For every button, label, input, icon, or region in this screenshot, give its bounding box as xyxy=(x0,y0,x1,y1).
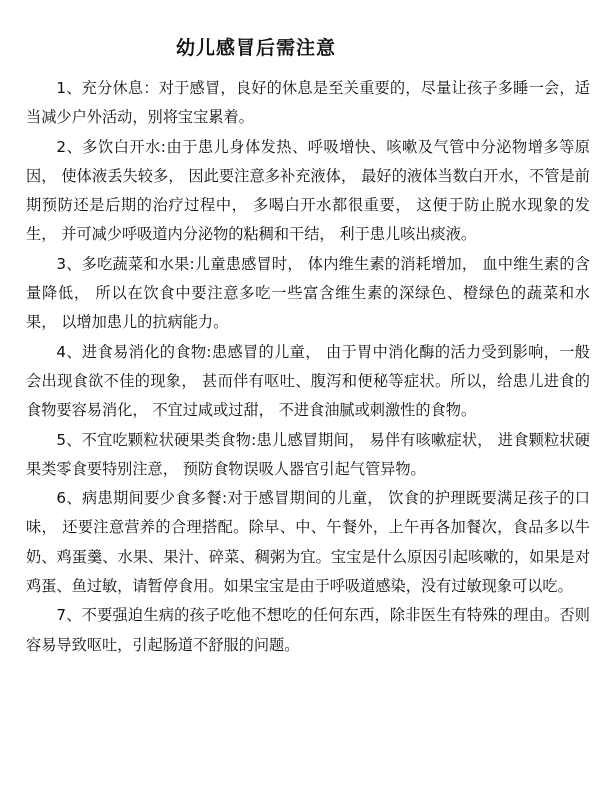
document-title: 幼儿感冒后需注意 xyxy=(176,37,337,59)
paragraph-no-hard-nuts: 5、不宜吃颗粒状硬果类食物:患儿感冒期间， 易伴有咳嗽症状， 进食颗粒状硬果类零食要特别注意， 预防食物误吸人器官引起气管异物。 xyxy=(26,430,590,478)
paragraph-small-meals: 6、病患期间要少食多餐:对于感冒期间的儿童， 饮食的护理既要满足孩子的口味， 还要注意营养的合理搭配。除早、中、午餐外，上午再各加餐次，食品多以牛奶、鸡蛋羹、水果、果汁、碎菜、稠粥为宜。宝宝是什么原因引起咳嗽的，如果是对鸡蛋、鱼过敏，请暂停食用。如果宝宝是由于呼吸道感染，没有过敏现象可以吃。 xyxy=(26,489,590,596)
paragraph-vegetables: 3、多吃蔬菜和水果:儿童患感冒时， 体内维生素的消耗增加， 血中维生素的含量降低， 所以在饮食中要注意多吃一些富含维生素的深绿色、橙绿色的蔬菜和水果， 以增加患儿的抗病能力。 xyxy=(26,254,590,332)
paragraph-digestible-food: 4、进食易消化的食物:患感冒的儿童， 由于胃中消化酶的活力受到影响，一般会出现食欲不佳的现象， 甚而伴有呕吐、腹泻和便秘等症状。所以，给患儿进食的食物要容易消化， 不宜过咸或过甜， 不进食油腻或刺激性的食物。 xyxy=(26,342,590,420)
paragraph-no-forcing: 7、不要强迫生病的孩子吃他不想吃的任何东西，除非医生有特殊的理由。否则容易导致呕吐，引起肠道不舒服的问题。 xyxy=(26,606,590,654)
paragraph-rest: 1、充分休息：对于感冒，良好的休息是至关重要的，尽量让孩子多睡一会，适当减少户外活动，别将宝宝累着。 xyxy=(26,79,590,127)
paragraph-water: 2、多饮白开水:由于患儿身体发热、呼吸增快、咳嗽及气管中分泌物增多等原因， 使体液丢失较多， 因此要注意多补充液体， 最好的液体当数白开水，不管是前期预防还是后期的治疗过程中， 多喝白开水都很重要， 这便于防止脱水现象的发生， 并可减少呼吸道内分泌物的粘稠和干结， 利于患儿咳出痰液。 xyxy=(26,137,590,244)
